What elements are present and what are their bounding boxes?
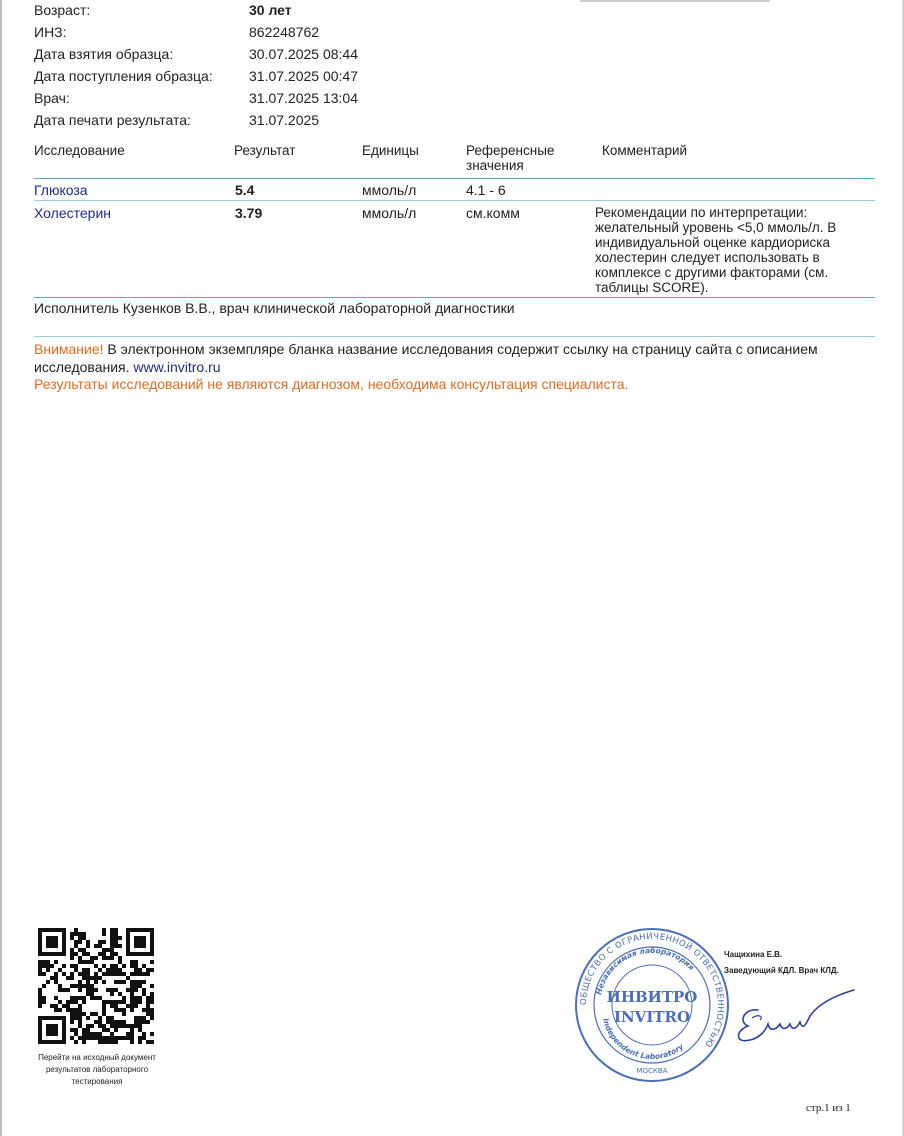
info-label: Возраст: xyxy=(34,2,91,18)
test-units: ммоль/л xyxy=(362,205,417,221)
info-label: Врач: xyxy=(34,90,70,106)
table-header-divider xyxy=(34,178,875,179)
info-age xyxy=(34,2,454,22)
signatory-role: Заведующий КДЛ. Врач КЛД. xyxy=(724,966,839,975)
header-result: Результат xyxy=(234,143,296,158)
signatory-name: Чащихина Е.В. xyxy=(724,950,783,959)
notice-divider xyxy=(34,336,875,337)
header-test: Исследование xyxy=(34,143,125,158)
info-inz xyxy=(34,24,454,44)
test-name-link[interactable]: Глюкоза xyxy=(34,182,88,198)
stamp-brand-ru: ИНВИТРО xyxy=(606,988,698,1006)
executor-line: Исполнитель Кузенков В.В., врач клинической лабораторной диагностики xyxy=(34,300,515,316)
header-comment: Комментарий xyxy=(602,143,688,158)
info-value: 31.07.2025 13:04 xyxy=(249,90,358,106)
stamp-outer-text: ОБЩЕСТВО С ОГРАНИЧЕННОЙ ОТВЕТСТВЕННОСТЬЮ xyxy=(578,931,726,1049)
test-reference: см.комм xyxy=(466,205,520,221)
stamp-inner-top: Независимая лаборатория xyxy=(594,945,697,996)
test-reference: 4.1 - 6 xyxy=(466,182,506,198)
info-label: Дата печати результата: xyxy=(34,112,191,128)
qr-code[interactable] xyxy=(38,928,154,1044)
info-value: 31.07.2025 00:47 xyxy=(249,68,358,84)
header-reference: Референсные значения xyxy=(466,143,555,173)
info-sample-received xyxy=(34,68,454,88)
diagnosis-disclaimer: Результаты исследований не являются диагнозом, необходима консультация специалиста. xyxy=(34,376,629,392)
test-name-link[interactable]: Холестерин xyxy=(34,205,111,221)
info-doctor xyxy=(34,90,454,110)
table-bottom-divider xyxy=(34,297,875,298)
qr-caption: Перейти на исходный документ результатов лабораторного тестирования xyxy=(38,1053,156,1086)
stamp-brand-en: INVITRO xyxy=(613,1008,691,1026)
page-edge-left xyxy=(0,0,2,1136)
header-units: Единицы xyxy=(362,143,419,158)
info-sample-taken xyxy=(34,46,454,66)
info-value: 31.07.2025 xyxy=(249,112,320,128)
table-row-divider xyxy=(34,200,875,201)
info-value: 862248762 xyxy=(249,24,320,40)
stamp-city: МОСКВА xyxy=(636,1067,668,1075)
info-print-date xyxy=(34,112,454,132)
info-label: Дата поступления образца: xyxy=(34,68,213,84)
test-result: 3.79 xyxy=(235,205,263,221)
invitro-stamp xyxy=(572,925,732,1085)
info-value: 30 лет xyxy=(249,2,292,18)
test-comment: Рекомендации по интерпретации: желательный уровень <5,0 ммоль/л. В индивидуальной оценке кардиориска холестерин следует использовать в комплексе с другими факторами (см. таблицы SCORE). xyxy=(595,205,837,295)
invitro-site-link[interactable]: www.invitro.ru xyxy=(133,359,221,375)
notice-warning-word: Внимание! xyxy=(34,341,104,357)
electronic-copy-notice xyxy=(34,340,884,376)
notice-text: В электронном экземпляре бланка название исследования содержит ссылку на страницу сайта с описанием исследования. xyxy=(34,341,818,375)
test-units: ммоль/л xyxy=(362,182,417,198)
top-rule-fragment xyxy=(580,0,770,2)
info-label: ИНЗ: xyxy=(34,24,67,40)
page-number: стр.1 из 1 xyxy=(806,1102,851,1114)
test-result: 5.4 xyxy=(235,182,255,198)
info-value: 30.07.2025 08:44 xyxy=(249,46,358,62)
info-label: Дата взятия образца: xyxy=(34,46,174,62)
handwritten-signature xyxy=(730,980,860,1050)
stamp-inner-bottom: Independent Laboratory xyxy=(601,1017,686,1062)
